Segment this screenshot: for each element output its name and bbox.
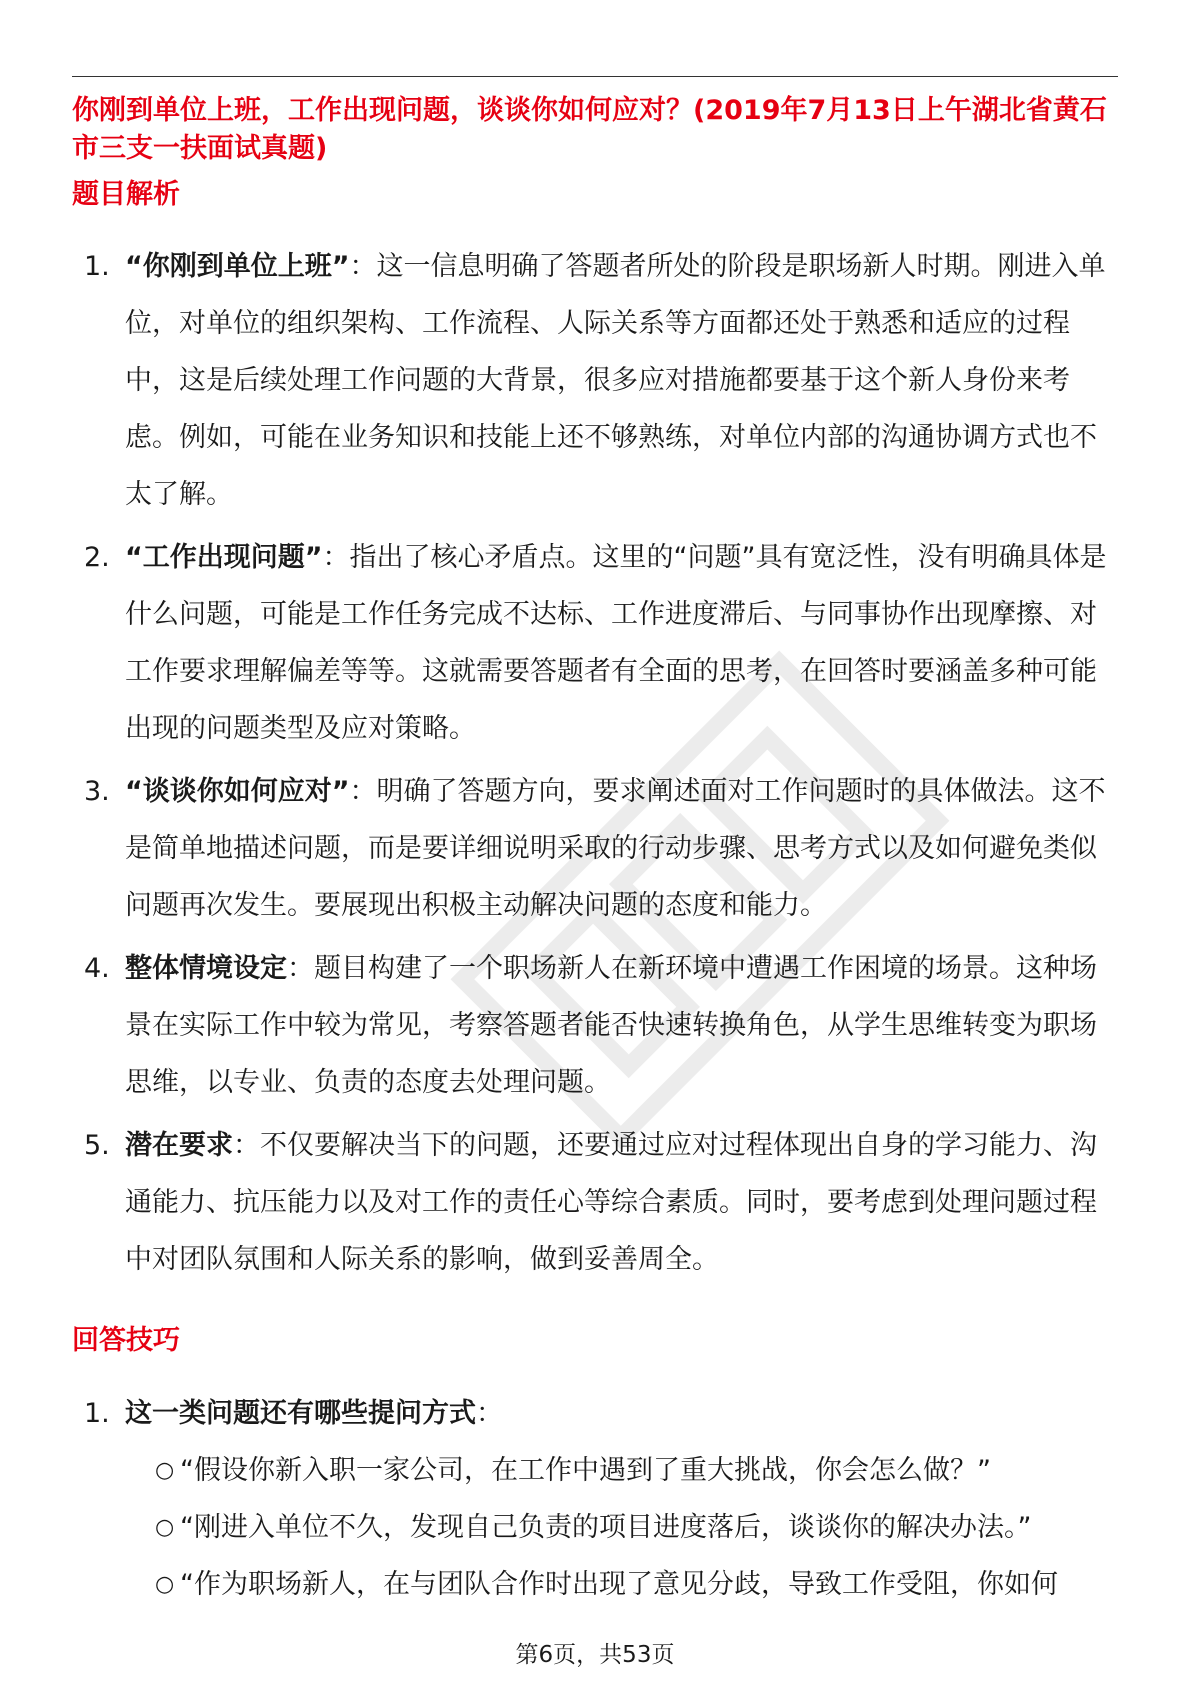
question-title: 你刚到单位上班，工作出现问题，谈谈你如何应对？(2019年7月13日上午湖北省黄石市三支一扶面试真题) xyxy=(72,95,1107,164)
item-text: ：这一信息明确了答题者所处的阶段是职场新人时期。刚进入单位，对单位的组织架构、工作流程、人际关系等方面都还处于熟悉和适应的过程中，这是后续处理工作问题的大背景，很多应对措施都要基于这个新人身份来考虑。例如，可能在业务知识和技能上还不够熟练，对单位内部的沟通协调方式也不太了解。 xyxy=(125,251,1106,510)
sub-item-text: “假设你新入职一家公司，在工作中遇到了重大挑战，你会怎么做？” xyxy=(180,1455,991,1486)
header-rule xyxy=(72,76,1118,77)
item-text: ：题目构建了一个职场新人在新环境中遭遇工作困境的场景。这种场景在实际工作中较为常见，考察答题者能否快速转换角色，从学生思维转变为职场思维，以专业、负责的态度去处理问题。 xyxy=(125,953,1097,1098)
tips-item-1 xyxy=(0,1385,1190,1442)
item-lead: “工作出现问题” xyxy=(125,542,323,573)
item-number: 2. xyxy=(84,542,110,573)
item-number: 1. xyxy=(84,1398,110,1429)
item-number: 1. xyxy=(84,251,110,282)
item-number: 4. xyxy=(84,953,110,984)
item-text: ：指出了核心矛盾点。这里的“问题”具有宽泛性，没有明确具体是什么问题，可能是工作任务完成不达标、工作进度滞后、与同事协作出现摩擦、对工作要求理解偏差等等。这就需要答题者有全面的思考，在回答时要涵盖多种可能出现的问题类型及应对策略。 xyxy=(125,542,1107,744)
sub-item-text: “作为职场新人，在与团队合作时出现了意见分歧，导致工作受阻，你如何 xyxy=(180,1569,1058,1600)
item-lead: “你刚到单位上班” xyxy=(125,251,350,282)
analysis-item-3 xyxy=(0,763,1190,934)
tips-heading: 回答技巧 xyxy=(72,1325,180,1356)
circle-bullet-icon: ○ xyxy=(155,1458,175,1483)
item-number: 5. xyxy=(84,1130,110,1161)
tips-sub-item xyxy=(0,1499,1190,1556)
tips-list xyxy=(0,1385,1190,1613)
tips-sub-item xyxy=(0,1556,1190,1613)
analysis-heading: 题目解析 xyxy=(72,179,180,210)
item-lead: 整体情境设定 xyxy=(125,953,287,984)
item-text: ： xyxy=(476,1398,503,1429)
page-footer: 第6页，共53页 xyxy=(515,1642,675,1668)
analysis-item-5 xyxy=(0,1117,1190,1288)
circle-bullet-icon: ○ xyxy=(155,1572,175,1597)
item-lead: 这一类问题还有哪些提问方式 xyxy=(125,1398,476,1429)
item-text: ：明确了答题方向，要求阐述面对工作问题时的具体做法。这不是简单地描述问题，而是要详细说明采取的行动步骤、思考方式以及如何避免类似问题再次发生。要展现出积极主动解决问题的态度和能力。 xyxy=(125,776,1106,921)
sub-item-text: “刚进入单位不久，发现自己负责的项目进度落后，谈谈你的解决办法。” xyxy=(180,1512,1032,1543)
item-lead: 潜在要求 xyxy=(125,1130,233,1161)
circle-bullet-icon: ○ xyxy=(155,1515,175,1540)
tips-sub-item xyxy=(0,1442,1190,1499)
item-text: ：不仅要解决当下的问题，还要通过应对过程体现出自身的学习能力、沟通能力、抗压能力以及对工作的责任心等综合素质。同时，要考虑到处理问题过程中对团队氛围和人际关系的影响，做到妥善周全。 xyxy=(125,1130,1097,1275)
item-number: 3. xyxy=(84,776,110,807)
analysis-item-1 xyxy=(0,238,1190,523)
analysis-item-4 xyxy=(0,940,1190,1111)
item-lead: “谈谈你如何应对” xyxy=(125,776,350,807)
analysis-item-2 xyxy=(0,529,1190,757)
analysis-list xyxy=(0,238,1190,1288)
